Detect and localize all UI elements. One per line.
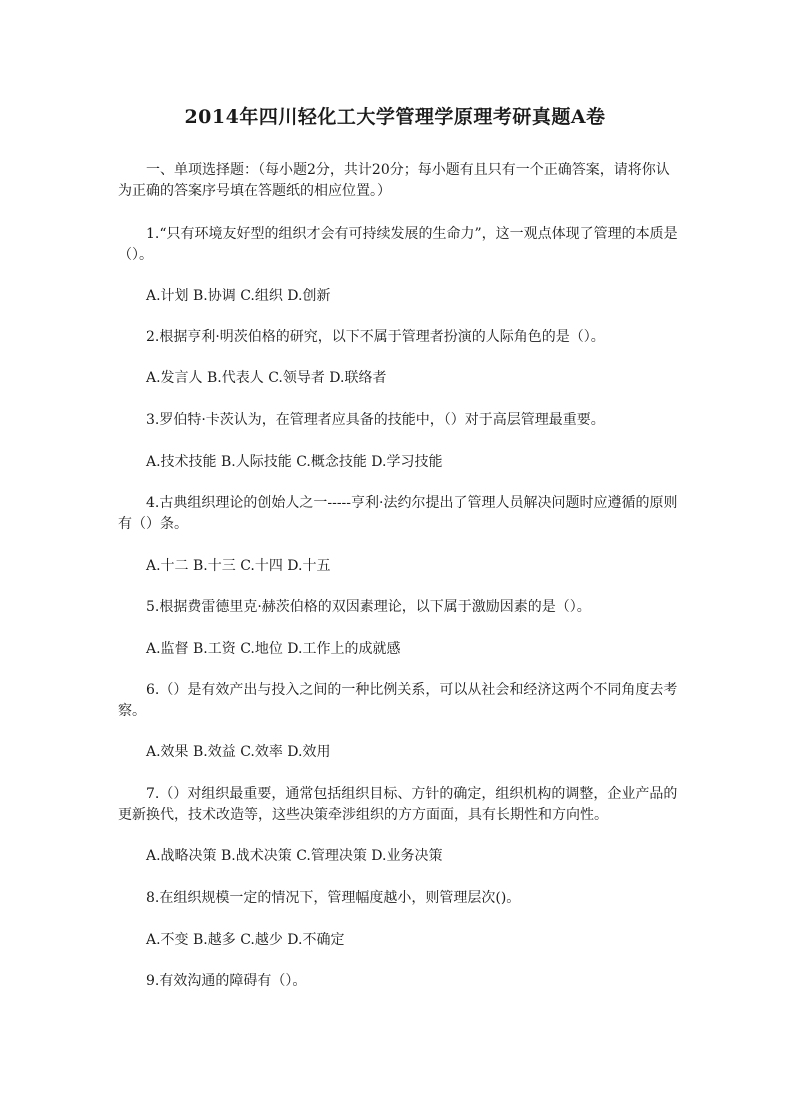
question-7-options: A.战略决策 B.战术决策 C.管理决策 D.业务决策: [146, 848, 443, 864]
question-3-options: A.技术技能 B.人际技能 C.概念技能 D.学习技能: [146, 454, 443, 470]
page-title: 2014年四川轻化工大学管理学原理考研真题A卷: [184, 106, 606, 128]
question-3-stem: 3.罗伯特·卡茨认为，在管理者应具备的技能中，（）对于高层管理最重要。: [146, 412, 605, 428]
question-2-options: A.发言人 B.代表人 C.领导者 D.联络者: [146, 370, 387, 386]
question-6-options: A.效果 B.效益 C.效率 D.效用: [146, 744, 331, 760]
question-1-options: A.计划 B.协调 C.组织 D.创新: [146, 288, 331, 304]
question-7-stem: 7.（）对组织最重要，通常包括组织目标、方针的确定，组织机构的调整，企业产品的更新换代，技术改造等，这些决策牵涉组织的方方面面，具有长期性和方向性。: [118, 786, 678, 823]
question-1-stem: 1.“只有环境友好型的组织才会有可持续发展的生命力”，这一观点体现了管理的本质是（）。: [118, 226, 678, 263]
question-2-stem: 2.根据亨利·明茨伯格的研究，以下不属于管理者扮演的人际角色的是（）。: [146, 329, 605, 345]
question-5-options: A.监督 B.工资 C.地位 D.工作上的成就感: [146, 641, 401, 657]
question-4-options: A.十二 B.十三 C.十四 D.十五: [146, 558, 331, 574]
question-9-stem: 9.有效沟通的障碍有（）。: [146, 973, 307, 989]
question-8-stem: 8.在组织规模一定的情况下，管理幅度越小，则管理层次()。: [146, 890, 521, 906]
question-6-stem: 6.（）是有效产出与投入之间的一种比例关系，可以从社会和经济这两个不同角度去考察。: [118, 682, 678, 719]
section-heading: 一、单项选择题：（每小题2分，共计20分；每小题有且只有一个正确答案，请将你认为正确的答案序号填在答题纸的相应位置。）: [118, 162, 670, 199]
question-4-stem: 4.古典组织理论的创始人之一-----亨利·法约尔提出了管理人员解决问题时应遵循的原则有（）条。: [118, 495, 678, 532]
question-5-stem: 5.根据费雷德里克·赫茨伯格的双因素理论，以下属于激励因素的是（）。: [146, 599, 591, 615]
question-8-options: A.不变 B.越多 C.越少 D.不确定: [146, 932, 345, 948]
